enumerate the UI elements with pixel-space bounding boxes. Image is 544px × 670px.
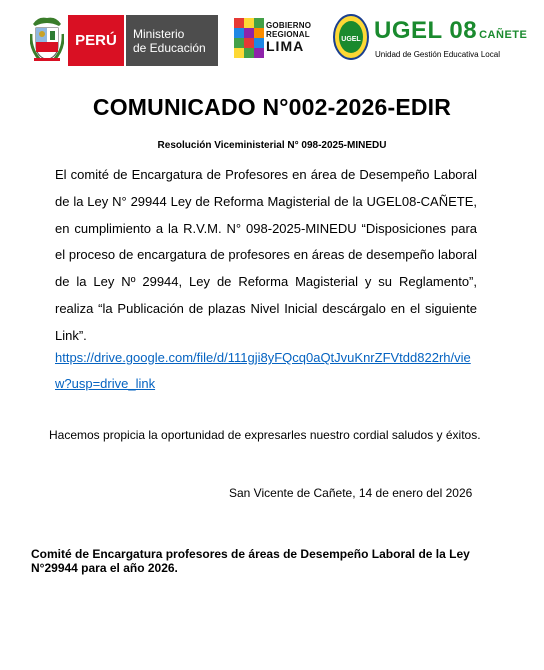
document-title: COMUNICADO N°002-2026-EDIR [92,94,452,120]
ugel-emblem-text: UGEL [341,36,361,43]
lima-line-2: REGIONAL [266,30,310,39]
signature-block: Comité de Encargatura profesores de áreas de Desempeño Laboral de la Ley N°29944 para el año 2026. [31,547,470,575]
ugel-title-suffix: CAÑETE [479,29,528,41]
peru-coat-of-arms-icon [30,14,64,64]
resolution-reference: Resolución Viceministerial N° 098-2025-MINEDU [157,140,387,151]
lima-mosaic-icon [234,18,264,60]
greeting-text: Hacemos propicia la oportunidad de expresarles nuestro cordial saludos y éxitos. [49,428,481,442]
ministry-line-1: Ministerio [133,26,185,41]
ugel-title-main: UGEL 08 [374,17,478,44]
date-line: San Vicente de Cañete, 14 de enero del 2026 [229,486,473,500]
ugel-title [374,17,527,45]
gobierno-regional-lima-logo [234,18,314,64]
lima-line-3: LIMA [266,38,305,54]
lima-line-1: GOBIERNO [266,21,312,30]
header-logos [0,0,544,80]
peru-label: PERÚ [68,15,124,66]
ministry-line-2: de Educación [133,40,206,55]
ugel-subtitle: Unidad de Gestión Educativa Local [375,50,500,59]
lima-text [266,21,311,53]
ministerio-educacion-logo [68,15,218,66]
body-paragraph: El comité de Encargatura de Profesores en área de Desempeño Laboral de la Ley N° 29944 Ley de Reforma Magisterial de la UGEL08-CAÑETE, en cumplimiento a la R.V.M. N° 098-2025-MINEDU “Disposiciones para el proceso de encargatura de profesores en áreas de desempeño laboral de la Ley Nº 29944, Ley de Reforma Magisterial y su Reglamento”, realiza “la Publicación de plazas Nivel Inicial descárgalo en el siguiente Link”. [55,167,477,343]
drive-link[interactable]: https://drive.google.com/file/d/111gji8yFQcq0aQtJvuKnrZFVtdd822rh/view?usp=drive_link [55,350,471,391]
ugel-emblem-icon [332,13,370,61]
ministry-label [124,15,218,66]
